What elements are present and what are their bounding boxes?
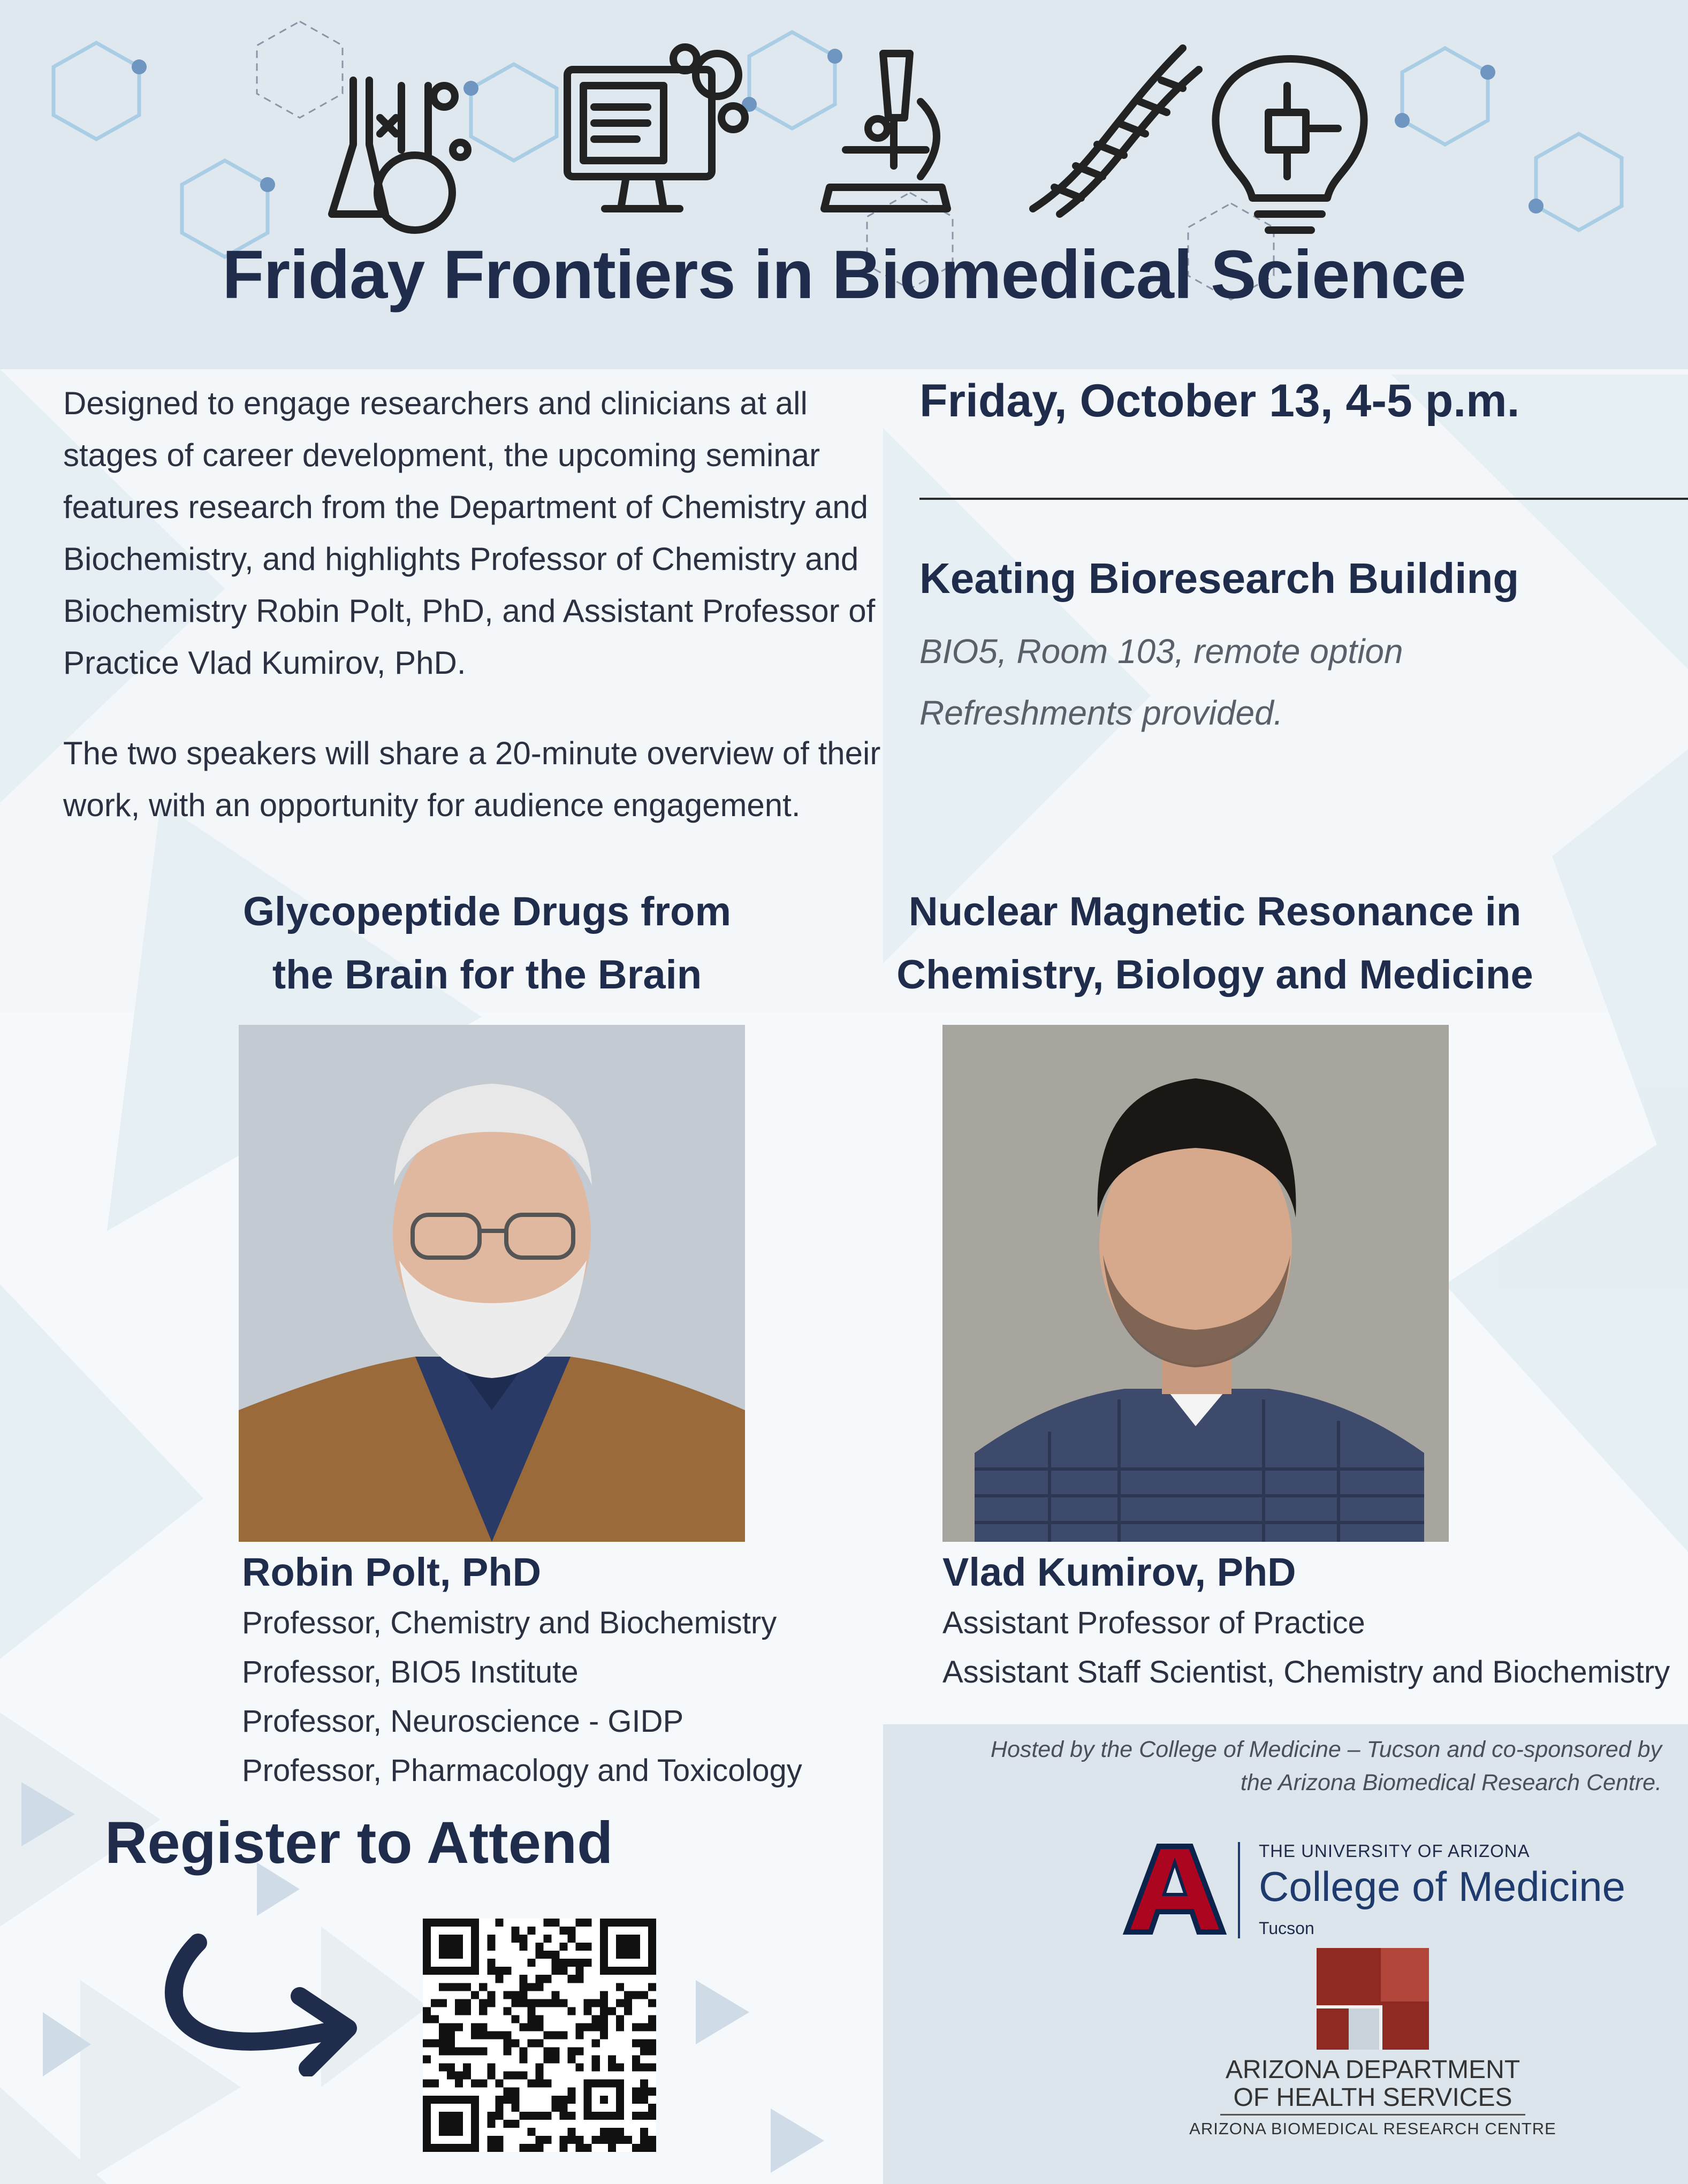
- adhs-name: [1177, 2056, 1568, 2112]
- position-item: Professor, Pharmacology and Toxicology: [242, 1753, 802, 1788]
- talk-title-1-line-2: the Brain for the Brain: [272, 952, 702, 998]
- adhs-line-2: OF HEALTH SERVICES: [1233, 2083, 1512, 2112]
- event-refreshments: Refreshments provided.: [919, 694, 1283, 732]
- header-icons: [321, 37, 1386, 235]
- portrait-illustration: [942, 1025, 1449, 1542]
- intro-paragraph-1: Designed to engage researchers and clinicians at all stages of career development, the upcoming seminar features research from the Department of Chemistry and Biochemistry, and highlights Professor of Chemistry and Biochemistry Robin Polt, PhD, and Assistant Professor of Practice Vlad Kumirov, PhD.: [63, 385, 876, 681]
- intro-paragraph-2: The two speakers will share a 20-minute overview of their work, with an opportunity for audience engagement.: [63, 735, 881, 823]
- university-of-arizona-logo-icon: [1121, 1841, 1228, 1937]
- curved-arrow-icon: [161, 1932, 375, 2076]
- campus-name: Tucson: [1259, 1919, 1314, 1938]
- dna-icon: [1033, 48, 1199, 214]
- position-item: Professor, BIO5 Institute: [242, 1655, 579, 1690]
- hosted-line-2: the Arizona Biomedical Research Centre.: [1240, 1770, 1662, 1795]
- position-item: Assistant Professor of Practice: [942, 1605, 1365, 1640]
- hosted-by-text: [910, 1733, 1662, 1799]
- talk-title-1-line-1: Glycopeptide Drugs from: [242, 889, 732, 934]
- speaker-name-2: Vlad Kumirov, PhD: [942, 1550, 1296, 1594]
- page-title: Friday Frontiers in Biomedical Science: [222, 237, 1466, 313]
- university-name: THE UNIVERSITY OF ARIZONA: [1259, 1841, 1530, 1861]
- position-item: Professor, Chemistry and Biochemistry: [242, 1605, 777, 1640]
- speaker-name-1: Robin Polt, PhD: [242, 1550, 542, 1594]
- event-room-info: [919, 621, 1403, 744]
- chemistry-flasks-icon: [332, 80, 468, 230]
- intro-text: [63, 377, 887, 870]
- computer-gears-icon: [567, 47, 745, 209]
- talk-title-2: [856, 880, 1573, 1007]
- adhs-line-1: ARIZONA DEPARTMENT: [1225, 2056, 1520, 2084]
- event-venue: Keating Bioresearch Building: [919, 554, 1519, 602]
- talk-title-2-line-2: Chemistry, Biology and Medicine: [896, 952, 1533, 998]
- microscope-icon: [824, 54, 947, 209]
- adhs-subtitle: ARIZONA BIOMEDICAL RESEARCH CENTRE: [1189, 2119, 1556, 2138]
- talk-title-1: [182, 880, 792, 1007]
- speaker-photo-vlad-kumirov: [942, 1025, 1449, 1542]
- adhs-logo-icon: [1317, 1948, 1429, 2050]
- speaker-positions-1: [242, 1599, 802, 1795]
- logo-divider: [1238, 1842, 1240, 1938]
- speaker-positions-2: [942, 1599, 1670, 1697]
- event-datetime: Friday, October 13, 4-5 p.m.: [919, 375, 1520, 427]
- portrait-illustration: [239, 1025, 745, 1542]
- position-item: Assistant Staff Scientist, Chemistry and Biochemistry: [942, 1655, 1670, 1690]
- position-item: Professor, Neuroscience - GIDP: [242, 1704, 684, 1739]
- speaker-photo-robin-polt: [239, 1025, 745, 1542]
- talk-title-2-line-1: Nuclear Magnetic Resonance in: [908, 889, 1522, 934]
- adhs-divider: [1220, 2114, 1525, 2115]
- event-room: BIO5, Room 103, remote option: [919, 632, 1403, 671]
- hosted-line-1: Hosted by the College of Medicine – Tucson and co-sponsored by: [990, 1737, 1662, 1762]
- college-name: College of Medicine: [1259, 1863, 1626, 1910]
- register-qr-code[interactable]: [423, 1919, 656, 2152]
- lightbulb-circuit-icon: [1215, 59, 1364, 230]
- divider: [919, 498, 1688, 500]
- register-heading: Register to Attend: [105, 1810, 613, 1876]
